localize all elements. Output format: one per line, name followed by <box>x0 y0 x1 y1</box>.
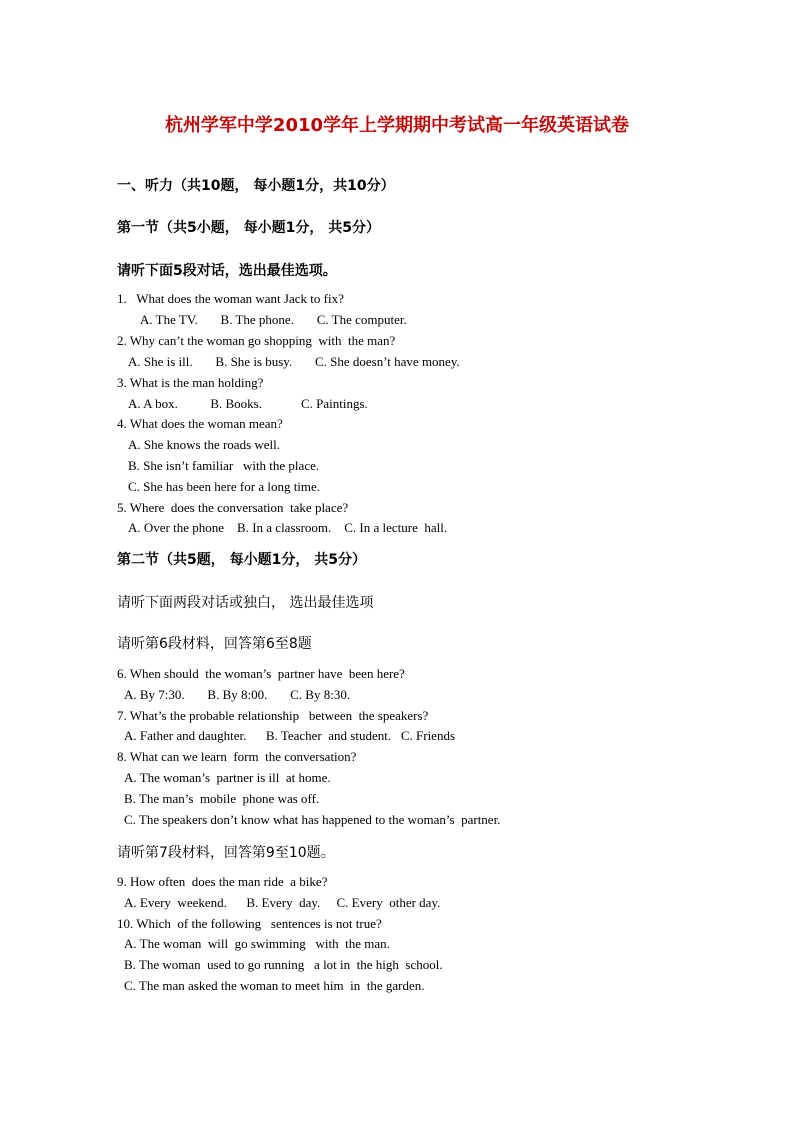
question-1: 1. What does the woman want Jack to fix? <box>117 291 344 306</box>
question-2-options: A. She is ill. B. She is busy. C. She doesn’t have money. <box>128 354 460 369</box>
material-7-instruction: 请听第7段材料，回答第9至10题。 <box>117 845 335 861</box>
question-4: 4. What does the woman mean? <box>117 416 283 431</box>
question-8-option-b: B. The man’s mobile phone was off. <box>124 791 320 806</box>
question-8-option-c: C. The speakers don’t know what has happened to the woman’s partner. <box>124 812 501 827</box>
section2-instruction: 请听下面两段对话或独白， 选出最佳选项 <box>117 595 374 611</box>
question-6: 6. When should the woman’s partner have been here? <box>117 666 405 681</box>
question-9: 9. How often does the man ride a bike? <box>117 874 328 889</box>
question-8-option-a: A. The woman’s partner is ill at home. <box>124 770 331 785</box>
section1-heading: 第一节（共5小题， 每小题1分， 共5分） <box>117 220 380 236</box>
question-10-option-b: B. The woman used to go running a lot in the high school. <box>124 957 443 972</box>
question-8: 8. What can we learn form the conversation? <box>117 749 357 764</box>
part1-heading: 一、听力（共10题， 每小题1分，共10分） <box>117 178 395 194</box>
question-4-option-c: C. She has been here for a long time. <box>128 479 321 494</box>
material-6-instruction: 请听第6段材料，回答第6至8题 <box>117 636 312 652</box>
question-7: 7. What’s the probable relationship between the speakers? <box>117 708 429 723</box>
question-6-options: A. By 7:30. B. By 8:00. C. By 8:30. <box>124 687 351 702</box>
question-5: 5. Where does the conversation take place? <box>117 500 349 515</box>
question-5-options: A. Over the phone B. In a classroom. C. In a lecture hall. <box>128 520 448 535</box>
question-1-options: A. The TV. B. The phone. C. The computer. <box>140 312 407 327</box>
question-9-options: A. Every weekend. B. Every day. C. Every other day. <box>124 895 441 910</box>
question-10-option-a: A. The woman will go swimming with the man. <box>124 936 390 951</box>
question-7-options: A. Father and daughter. B. Teacher and student. C. Friends <box>124 728 456 743</box>
question-4-option-b: B. She isn’t familiar with the place. <box>128 458 320 473</box>
question-10: 10. Which of the following sentences is not true? <box>117 916 382 931</box>
question-10-option-c: C. The man asked the woman to meet him in the garden. <box>124 978 425 993</box>
section2-heading: 第二节（共5题， 每小题1分， 共5分） <box>117 552 366 568</box>
question-3-options: A. A box. B. Books. C. Paintings. <box>128 396 368 411</box>
question-3: 3. What is the man holding? <box>117 375 264 390</box>
question-2: 2. Why can’t the woman go shopping with the man? <box>117 333 396 348</box>
section1-instruction: 请听下面5段对话，选出最佳选项。 <box>117 263 337 279</box>
exam-title: 杭州学军中学2010学年上学期期中考试高一年级英语试卷 <box>164 115 630 136</box>
question-4-option-a: A. She knows the roads well. <box>128 437 281 452</box>
